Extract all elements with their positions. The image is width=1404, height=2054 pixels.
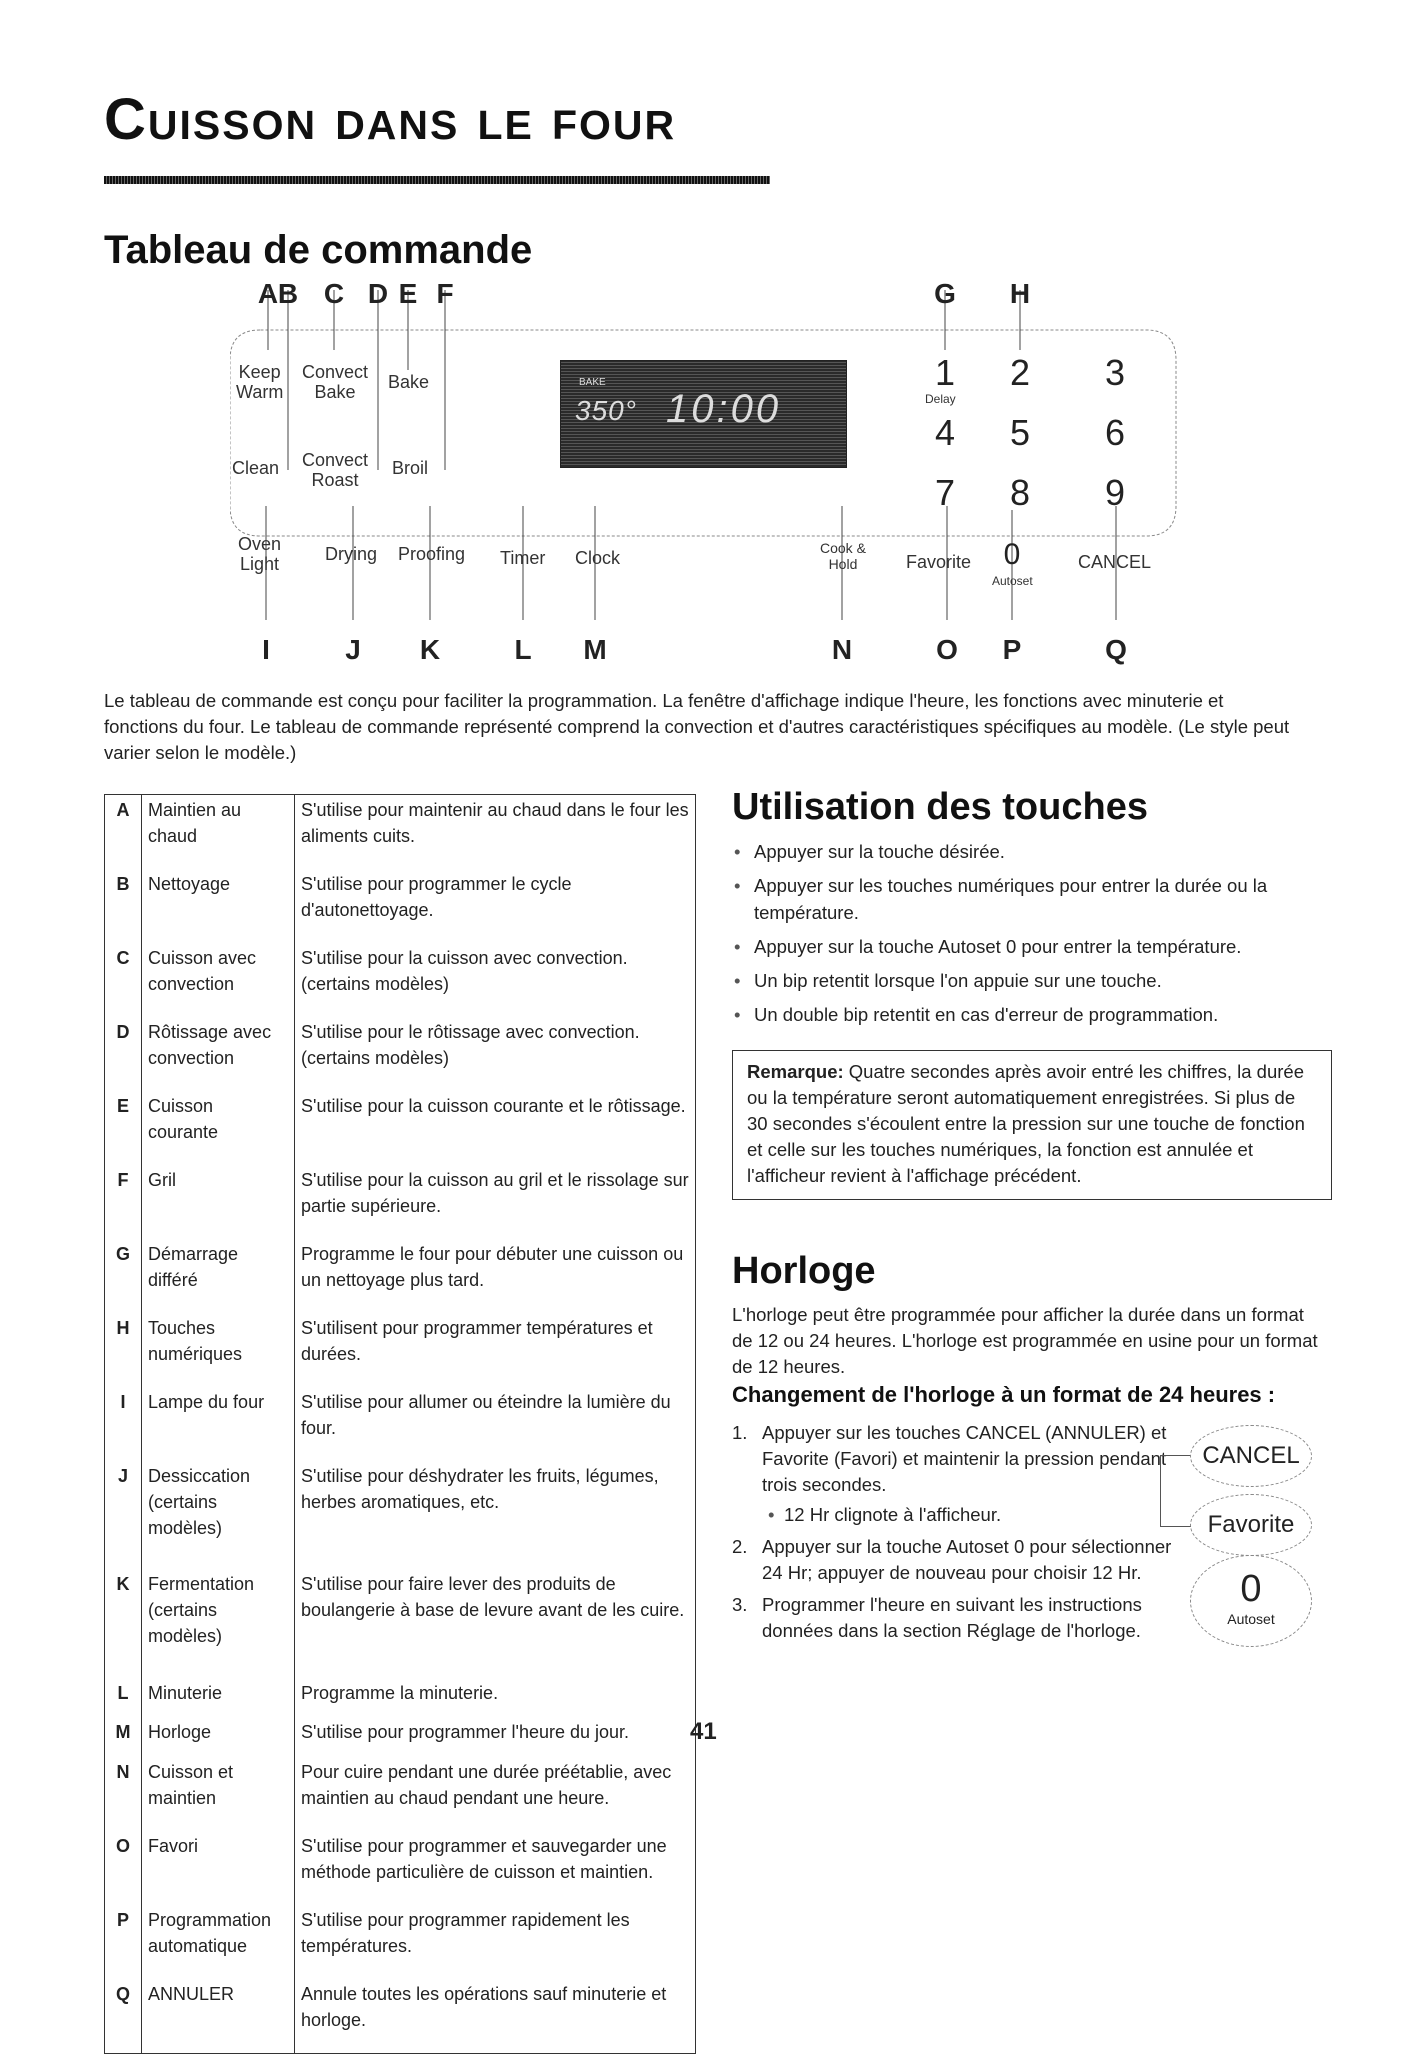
row-description: Annule toutes les opérations sauf minuterie et horloge. <box>301 1983 667 2030</box>
label-c: C <box>323 278 345 309</box>
row-letter: C <box>105 943 142 1017</box>
row-description: S'utilise pour le rôtissage avec convection. (certains modèles) <box>301 1022 640 1069</box>
key-clock: Clock <box>575 548 621 568</box>
row-description: S'utilise pour la cuisson courante et le rôtissage. <box>301 1096 686 1117</box>
digit-8: 8 <box>1009 472 1031 513</box>
row-description: S'utilise pour maintenir au chaud dans le four les aliments cuits. <box>301 800 689 846</box>
table-row <box>105 1091 696 1165</box>
table-row <box>105 869 696 943</box>
label-e: E <box>398 278 418 309</box>
key-clean: Clean <box>232 458 280 478</box>
digit-1: 1 <box>934 352 956 393</box>
row-description: S'utilise pour la cuisson au gril et le rissolage sur partie supérieure. <box>301 1170 689 1217</box>
clock-steps <box>732 1420 1172 1650</box>
control-panel-diagram <box>230 270 1180 690</box>
row-letter: J <box>105 1461 142 1569</box>
row-letter: D <box>105 1017 142 1091</box>
label-o: O <box>936 634 958 665</box>
step-text: Programmer l'heure en suivant les instructions données dans la section Réglage de l'horloge. <box>762 1594 1142 1641</box>
row-description: S'utilise pour faire lever des produits de boulangerie à base de levure avant de les cuire. <box>301 1574 685 1621</box>
row-name: Minuterie <box>142 1678 295 1718</box>
autoset-button-illustration <box>1190 1555 1312 1647</box>
row-letter: B <box>105 869 142 943</box>
table-row <box>105 1678 696 1718</box>
label-j: J <box>345 634 361 665</box>
row-letter: N <box>105 1757 142 1831</box>
key-table <box>104 794 696 2054</box>
row-letter: P <box>105 1905 142 1979</box>
table-row <box>105 1239 696 1313</box>
display-temp: 350° <box>575 395 637 426</box>
digit-4: 4 <box>934 412 956 453</box>
list-item <box>732 1420 1172 1528</box>
digit-2: 2 <box>1009 352 1031 393</box>
row-letter: I <box>105 1387 142 1461</box>
list-item: • Appuyer sur la touche désirée. <box>732 838 1312 865</box>
label-d: D <box>367 278 389 309</box>
list-item: • Appuyer sur la touche Autoset 0 pour entrer la température. <box>732 933 1312 960</box>
table-row <box>105 1017 696 1091</box>
row-description: Programme la minuterie. <box>301 1682 499 1703</box>
button-bracket <box>1160 1455 1191 1527</box>
list-item <box>732 1534 1172 1586</box>
key-convect-roast: Convect Roast <box>302 450 369 490</box>
row-name: Cuisson et maintien <box>142 1757 295 1831</box>
step-text: Appuyer sur la touche Autoset 0 pour sélectionner 24 Hr; appuyer de nouveau pour choisir 12 Hr. <box>762 1536 1172 1583</box>
label-p: P <box>1002 634 1022 665</box>
key-drying: Drying <box>325 544 378 564</box>
label-q: Q <box>1105 634 1127 665</box>
list-item <box>732 1592 1172 1644</box>
key-bake: Bake <box>388 372 430 392</box>
label-a: A <box>257 278 279 309</box>
row-description: S'utilise pour programmer rapidement les températures. <box>301 1909 630 1956</box>
row-letter: O <box>105 1831 142 1905</box>
key-keep-warm: Keep Warm <box>236 362 284 402</box>
display-time: 10:00 <box>666 387 782 431</box>
autoset-label: Autoset <box>1227 1611 1275 1627</box>
key-oven-light: Oven Light <box>238 534 282 574</box>
key-favorite: Favorite <box>906 552 972 572</box>
table-row <box>105 943 696 1017</box>
row-letter: F <box>105 1165 142 1239</box>
note-text: Quatre secondes après avoir entré les chiffres, la durée ou la température seront automatiquement enregistrées. Si plus de 30 secondes s'écoulent entre la pression sur une touche de fonction et celle sur les touches numériques, la fonction est annulée et l'afficheur revient à l'affichage précédent. <box>747 1061 1305 1186</box>
row-description: Pour cuire pendant une durée préétablie, avec maintien au chaud pendant une heure. <box>301 1761 672 1808</box>
row-name: Touches numériques <box>142 1313 295 1387</box>
intro-paragraph: Le tableau de commande est conçu pour faciliter la programmation. La fenêtre d'affichage indique l'heure, les fonctions avec minuterie et fonctions du four. Le tableau de commande représenté comprend la convection et d'autres caractéristiques spécifiques au modèle. (Le style peut varier selon le modèle.) <box>104 690 1290 763</box>
digit-7: 7 <box>934 472 956 513</box>
table-row <box>105 1313 696 1387</box>
key-cancel: CANCEL <box>1078 552 1152 572</box>
row-description: S'utilise pour programmer l'heure du jour. <box>301 1722 630 1743</box>
key-broil: Broil <box>392 458 429 478</box>
row-name: Programmation automatique <box>142 1905 295 1979</box>
row-letter: E <box>105 1091 142 1165</box>
row-name: Favori <box>142 1831 295 1905</box>
step-number: 3. <box>732 1594 748 1615</box>
table-row <box>105 1165 696 1239</box>
row-name: Maintien au chaud <box>142 795 295 870</box>
row-name: Cuisson courante <box>142 1091 295 1165</box>
label-f: F <box>436 278 454 309</box>
label-g: G <box>934 278 956 309</box>
row-name: Gril <box>142 1165 295 1239</box>
label-i: I <box>262 634 270 665</box>
table-row <box>105 795 696 870</box>
table-row <box>105 1757 696 1831</box>
label-delay: Delay <box>925 392 956 406</box>
label-m: M <box>583 634 607 665</box>
row-description: S'utilisent pour programmer températures et durées. <box>301 1317 653 1364</box>
row-name: ANNULER <box>142 1979 295 2054</box>
usage-list <box>732 838 1312 1035</box>
key-proofing: Proofing <box>398 544 466 564</box>
clock-heading: Horloge <box>732 1250 876 1292</box>
step-subitem: • 12 Hr clignote à l'afficheur. <box>762 1502 1172 1528</box>
display-window <box>560 360 847 468</box>
clock-subheading: Changement de l'horloge à un format de 24 heures : <box>732 1382 1276 1407</box>
row-letter: L <box>105 1678 142 1718</box>
step-number: 2. <box>732 1536 748 1557</box>
cancel-button-illustration: CANCEL <box>1190 1425 1312 1487</box>
row-description: S'utilise pour allumer ou éteindre la lumière du four. <box>301 1391 671 1438</box>
row-letter: H <box>105 1313 142 1387</box>
row-description: S'utilise pour la cuisson avec convection. (certains modèles) <box>301 948 628 995</box>
table-row <box>105 1569 696 1677</box>
row-letter: Q <box>105 1979 142 2054</box>
label-k: K <box>419 634 441 665</box>
title-rule <box>104 176 770 184</box>
row-description: S'utilise pour programmer le cycle d'autonettoyage. <box>301 874 572 921</box>
key-cook-hold: Cook & Hold <box>820 540 866 572</box>
autoset-digit: 0 <box>1240 1568 1262 1610</box>
note-label: Remarque: <box>747 1061 844 1082</box>
table-row <box>105 1831 696 1905</box>
table-row <box>105 1905 696 1979</box>
digit-3: 3 <box>1104 352 1126 393</box>
usage-heading: Utilisation des touches <box>732 786 1148 828</box>
label-autoset: Autoset <box>992 574 1033 588</box>
table-row <box>105 1979 696 2054</box>
note-box <box>732 1050 1332 1200</box>
row-name: Nettoyage <box>142 869 295 943</box>
digit-5: 5 <box>1009 412 1031 453</box>
step-text: Appuyer sur les touches CANCEL (ANNULER) et Favorite (Favori) et maintenir la pression pendant trois secondes. <box>762 1422 1167 1495</box>
key-timer: Timer <box>500 548 546 568</box>
clock-intro: L'horloge peut être programmée pour afficher la durée dans un format de 12 ou 24 heures. L'horloge est programmée en usine pour un format de 12 heures. <box>732 1304 1318 1377</box>
row-name: Horloge <box>142 1717 295 1757</box>
table-row <box>105 1461 696 1569</box>
digit-9: 9 <box>1104 472 1126 513</box>
row-letter: A <box>105 795 142 870</box>
row-name: Dessiccation (certains modèles) <box>142 1461 295 1569</box>
label-n: N <box>831 634 853 665</box>
page-title: Cuisson dans le four <box>104 87 677 152</box>
label-b: B <box>277 278 299 309</box>
row-name: Démarrage différé <box>142 1239 295 1313</box>
row-name: Fermentation (certains modèles) <box>142 1569 295 1677</box>
step-number: 1. <box>732 1422 748 1443</box>
list-item: • Un bip retentit lorsque l'on appuie sur une touche. <box>732 967 1312 994</box>
label-l: L <box>514 634 532 665</box>
row-description: S'utilise pour programmer et sauvegarder une méthode particulière de cuisson et maintien. <box>301 1835 667 1882</box>
table-row <box>105 1717 696 1757</box>
row-description: S'utilise pour déshydrater les fruits, légumes, herbes aromatiques, etc. <box>301 1465 659 1512</box>
row-letter: G <box>105 1239 142 1313</box>
panel-heading: Tableau de commande <box>104 228 533 272</box>
table-row <box>105 1387 696 1461</box>
list-item: • Appuyer sur les touches numériques pour entrer la durée ou la température. <box>732 872 1312 926</box>
digit-6: 6 <box>1104 412 1126 453</box>
key-convect-bake: Convect Bake <box>302 362 369 402</box>
list-item: • Un double bip retentit en cas d'erreur de programmation. <box>732 1001 1312 1028</box>
digit-0: 0 <box>1003 538 1021 571</box>
row-letter: M <box>105 1717 142 1757</box>
favorite-button-illustration: Favorite <box>1190 1494 1312 1556</box>
row-description: Programme le four pour débuter une cuisson ou un nettoyage plus tard. <box>301 1243 684 1290</box>
row-name: Lampe du four <box>142 1387 295 1461</box>
page-number: 41 <box>690 1718 717 1745</box>
row-name: Rôtissage avec convection <box>142 1017 295 1091</box>
display-mode: BAKE <box>579 377 606 388</box>
row-name: Cuisson avec convection <box>142 943 295 1017</box>
row-letter: K <box>105 1569 142 1677</box>
label-h: H <box>1009 278 1031 309</box>
